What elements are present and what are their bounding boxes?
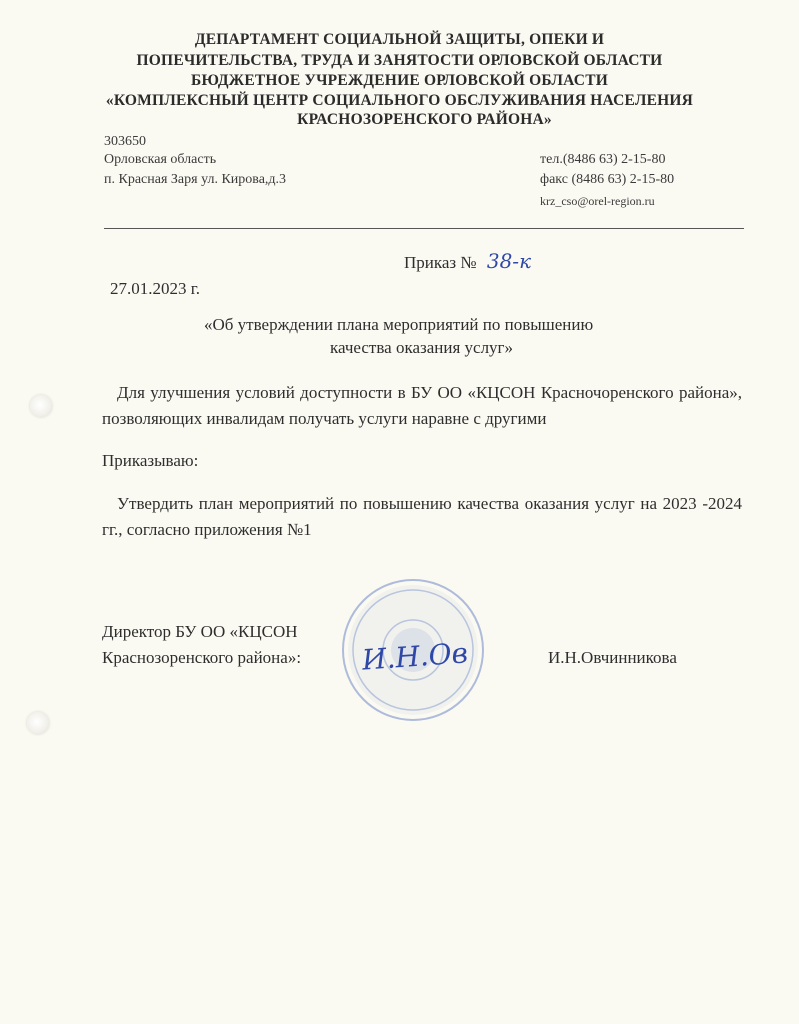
handwritten-signature: И.Н.Ов xyxy=(360,636,469,677)
postal-index: 303650 xyxy=(104,134,146,149)
email: krz_cso@orel-region.ru xyxy=(540,194,655,208)
paragraph-approve: Утвердить план мероприятий по повышению качества оказания услуг на 2023 -2024 гг., согласно приложения №1 xyxy=(102,494,742,539)
header-line-3: БЮДЖЕТНОЕ УЧРЕЖДЕНИЕ ОРЛОВСКОЙ ОБЛАСТИ xyxy=(191,72,608,89)
address-street: п. Красная Заря ул. Кирова,д.3 xyxy=(104,172,287,187)
order-label: Приказ № xyxy=(404,253,477,272)
header-line-1: ДЕПАРТАМЕНТ СОЦИАЛЬНОЙ ЗАЩИТЫ, ОПЕКИ И xyxy=(194,31,605,48)
signature-role-line-2: Краснозоренского района»: xyxy=(102,648,302,667)
signature-role-line-1: Директор БУ ОО «КЦСОН xyxy=(102,622,298,641)
order-heading xyxy=(404,249,531,273)
fax: факс (8486 63) 2-15-80 xyxy=(540,172,675,187)
order-title-line-1: «Об утверждении плана мероприятий по повышению xyxy=(204,315,594,334)
address-region: Орловская область xyxy=(104,152,217,167)
signature-name: И.Н.Овчинникова xyxy=(548,648,677,667)
header-line-4: «КОМПЛЕКСНЫЙ ЦЕНТР СОЦИАЛЬНОГО ОБСЛУЖИВАНИЯ НАСЕЛЕНИЯ xyxy=(105,92,694,109)
punch-hole-bottom xyxy=(27,712,49,734)
order-title-line-2: качества оказания услуг» xyxy=(330,338,514,357)
command-word: Приказываю: xyxy=(102,451,199,470)
phone: тел.(8486 63) 2-15-80 xyxy=(540,152,666,167)
header-line-5: КРАСНОЗОРЕНСКОГО РАЙОНА» xyxy=(297,111,552,128)
order-date: 27.01.2023 г. xyxy=(110,279,201,298)
paragraph-intro: Для улучшения условий доступности в БУ ОО «КЦСОН Красночоренского района», позволяющих инвалидам получать услуги наравне с другими xyxy=(102,383,742,428)
punch-hole-top xyxy=(30,395,52,417)
order-number: 38-к xyxy=(486,249,532,273)
header-divider xyxy=(104,228,744,229)
header-line-2: ПОПЕЧИТЕЛЬСТВА, ТРУДА И ЗАНЯТОСТИ ОРЛОВСКОЙ ОБЛАСТИ xyxy=(136,52,663,69)
